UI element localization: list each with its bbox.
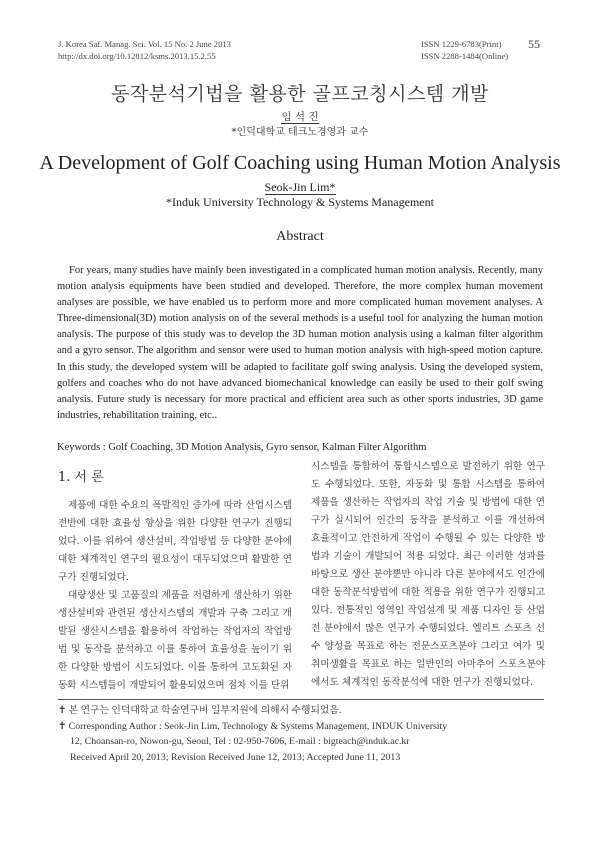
keywords: Keywords : Golf Coaching, 3D Motion Analysis, Gyro sensor, Kalman Filter Algorithm xyxy=(57,442,427,453)
abstract-heading: Abstract xyxy=(276,229,324,244)
english-author xyxy=(0,180,600,195)
page-number: 55 xyxy=(528,37,540,51)
doi-link[interactable]: http://dx.doi.org/10.12812/ksms.2013.15.2.55 xyxy=(58,51,216,61)
korean-title: 동작분석기법을 활용한 골프코칭시스템 개발 xyxy=(111,83,489,105)
paragraph: 제품에 대한 수요의 폭발적인 증가에 따라 산업시스템 전반에 대한 효율성 향상을 위한 다양한 연구가 진행되었다. 이를 위하여 생산설비, 작업방법 등 다양한 분야에 대한 체계적인 연구의 필요성이 대두되었으며 활발한 연구가 진행되었다. xyxy=(58,500,292,583)
journal-header xyxy=(58,38,231,62)
journal-citation: J. Korea Saf. Manag. Sci. Vol. 15 No. 2 June 2013 xyxy=(58,39,231,49)
korean-author-name: 임 석 진 xyxy=(281,111,319,123)
english-author-name: Seok-Jin Lim* xyxy=(264,180,336,194)
right-column xyxy=(311,458,545,692)
footnotes xyxy=(58,703,544,765)
issn-online: ISSN 2288-1484(Online) xyxy=(421,51,509,61)
footnote-address: 12, Choansan-ro, Nowon-gu, Seoul, Tel : 02-950-7606, E-mail : bigteach@induk.ac.kr xyxy=(70,736,410,748)
footnote-dates: Received April 20, 2013; Revision Received June 12, 2013; Accepted June 11, 2013 xyxy=(70,751,401,763)
footnote-funding: ✝ 본 연구는 인덕대학교 학술연구비 일부지원에 의해서 수행되었음. xyxy=(58,705,342,716)
english-title: A Development of Golf Coaching using Human Motion Analysis xyxy=(39,152,561,174)
footnote-divider xyxy=(58,699,544,700)
footnote-corresponding-author: ✝ Corresponding Author : Seok-Jin Lim, Technology & Systems Management, INDUK University xyxy=(58,720,448,732)
korean-author xyxy=(0,109,600,124)
korean-affiliation: *인덕대학교 테크노경영과 교수 xyxy=(231,127,369,138)
abstract-body: For years, many studies have mainly been investigated in a complicated human motion analysis. Recently, many motion analysis equipments have been studied and developed. Therefore, the more complex human movement analyses are possible, we have enabled us to perform more and more complicated human movement analyses. A Three-dimensional(3D) motion analysis on of the several methods is a useful tool for analyzing the human motion analysis. The purpose of this study was to develop the 3D human motion analysis using a kalman filter algorithm and a gyro sensor. The algorithm and sensor were used to human motion analysis with high-speed motion capture. In this study, the developed system will be adapted to facilitate golf swing analysis. Using the developed system, golfers and coaches who do not have advanced biomechanical knowledge can easily be used to their golf swing analysis. Future study is necessary for more practical and efficient area such as other sports industries, 3D game industries, rehabilitation training, etc.. xyxy=(57,265,543,421)
paragraph: 시스템을 통합하여 통합시스템으로 발전하기 위한 연구도 수행되었다. 또한, 자동화 및 통합 시스템을 통하여 제품을 생산하는 작업자의 작업 기술 및 방법에 대한 연구가 실시되어 인간의 동작을 분석하고 이를 개선하여 효율적이고 안전하게 작업이 수행될 수 있는 다양한 방법과 기술이 개발되어 적용 되었다. 최근 이러한 성과를 바탕으로 생산 분야뿐만 아니라 다른 분야에서도 인간에 대한 동작분석방법에 대한 적용을 위한 연구가 진행되고 있다. 전통적인 영역인 작업설계 및 제품 디자인 등 산업 전 분야에서 많은 연구가 수행되었다. 엘리트 스포츠 선수 양성을 목표로 하는 전문스포츠분야 그리고 여가 및 취미생활을 목표로 하는 일반인의 아마추어 스포츠분야에서도 체계적인 동작분석에 대한 연구가 진행되었다. xyxy=(311,461,545,688)
left-column xyxy=(58,497,292,695)
paragraph: 대량생산 및 고품질의 제품을 저렴하게 생산하기 위한 생산설비와 관련된 생산시스템의 개발과 구축 그리고 개발된 생산시스템을 활용하여 작업하는 작업자의 작업방법 및 동작을 분석하고 이를 통하여 효율성을 높이기 위한 다양한 방법이 시도되었다. 이를 통하여 고도화된 자동화 시스템들이 개발되어 활용되었으며 점차 이들 단위 xyxy=(58,590,292,691)
section-heading-introduction: 1. 서 론 xyxy=(58,470,104,485)
english-affiliation: *Induk University Technology & Systems Management xyxy=(166,195,434,209)
issn-print: ISSN 1229-6783(Print) xyxy=(421,39,502,49)
issn-block xyxy=(421,38,508,62)
